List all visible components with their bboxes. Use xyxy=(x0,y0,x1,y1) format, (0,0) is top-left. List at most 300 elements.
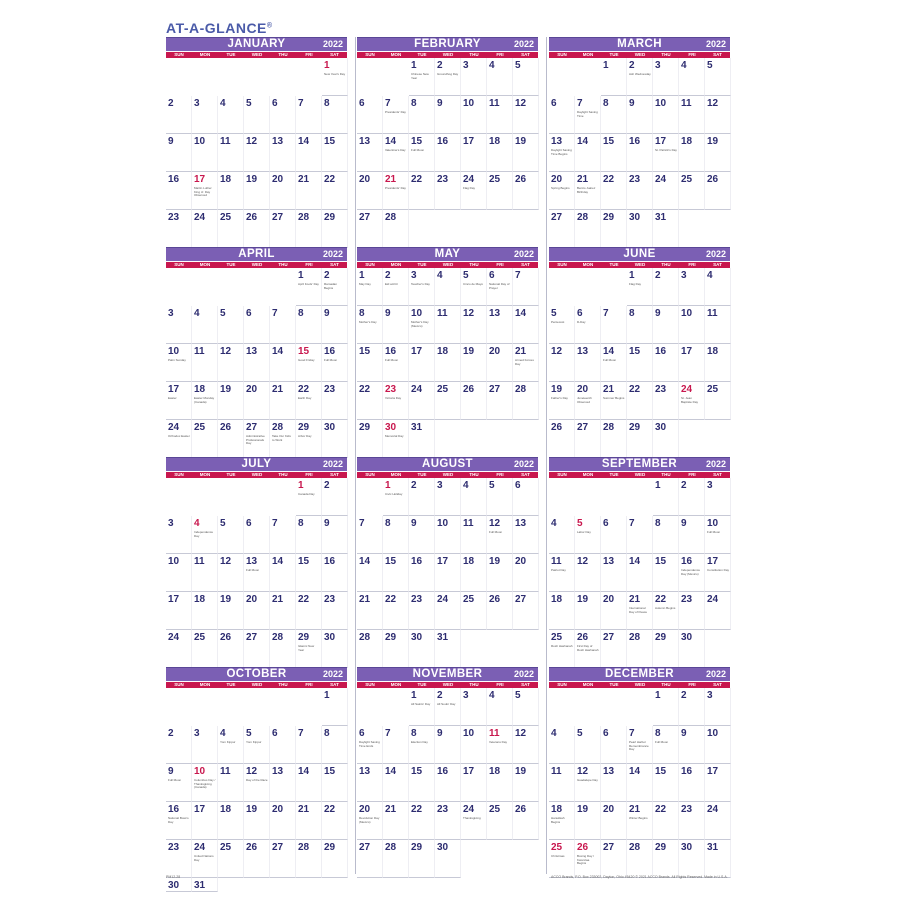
weekday-label: SUN xyxy=(557,52,567,57)
day-cell xyxy=(653,630,679,668)
day-number: 5 xyxy=(577,518,583,529)
day-cell xyxy=(575,592,601,630)
day-number: 8 xyxy=(298,308,304,319)
day-cell xyxy=(653,306,679,344)
day-cell xyxy=(270,306,296,344)
day-cell xyxy=(270,344,296,382)
day-cell xyxy=(575,382,601,420)
day-number: 23 xyxy=(324,594,336,605)
month-year: 2022 xyxy=(513,669,534,679)
day-number: 28 xyxy=(629,632,641,643)
day-number: 30 xyxy=(681,632,693,643)
brand-name: AT-A-GLANCE xyxy=(166,20,267,36)
day-cell xyxy=(575,516,601,554)
day-number: 21 xyxy=(298,804,310,815)
day-number: 11 xyxy=(220,136,231,147)
weekday-label: SAT xyxy=(330,262,339,267)
day-note: Memorial Day xyxy=(385,435,404,438)
day-cell xyxy=(296,554,322,592)
day-number: 15 xyxy=(298,556,310,567)
day-note: National Boss's Day xyxy=(168,817,189,824)
day-cell xyxy=(435,382,461,420)
day-number: 4 xyxy=(707,270,713,281)
brand-logo xyxy=(166,20,273,36)
day-cell xyxy=(575,172,601,210)
day-note: Martin Luther King Jr. Day Observed xyxy=(194,187,212,198)
day-cell xyxy=(166,516,192,554)
day-number: 13 xyxy=(603,556,615,567)
day-number: 1 xyxy=(385,480,391,491)
day-number: 20 xyxy=(603,804,615,815)
day-number: 13 xyxy=(489,308,501,319)
day-cell xyxy=(166,382,192,420)
month-header xyxy=(166,247,347,261)
day-cell xyxy=(549,630,575,668)
day-cell xyxy=(270,592,296,630)
day-cell xyxy=(487,134,513,172)
day-cell xyxy=(487,96,513,134)
day-cell xyxy=(487,58,513,96)
day-cell xyxy=(705,172,731,210)
day-number: 1 xyxy=(298,270,304,281)
weekday-header xyxy=(166,261,347,268)
day-cell xyxy=(513,726,539,764)
day-cell xyxy=(705,764,731,802)
day-number: 14 xyxy=(629,556,641,567)
day-number: 20 xyxy=(489,346,501,357)
day-note: Full Moon xyxy=(385,359,399,362)
day-number: 23 xyxy=(437,804,449,815)
day-cell xyxy=(575,344,601,382)
day-cell xyxy=(513,268,539,306)
day-note: Earth Day xyxy=(298,397,312,400)
day-cell xyxy=(627,344,653,382)
day-cell xyxy=(627,268,653,306)
day-number: 13 xyxy=(515,518,527,529)
day-cell xyxy=(461,516,487,554)
day-number: 14 xyxy=(385,136,397,147)
day-number: 9 xyxy=(681,728,687,739)
day-cell xyxy=(166,554,192,592)
day-number: 22 xyxy=(411,804,423,815)
day-cell xyxy=(322,344,348,382)
day-cell xyxy=(653,210,679,248)
day-number: 8 xyxy=(411,728,417,739)
day-number: 12 xyxy=(220,346,232,357)
day-grid xyxy=(166,268,347,459)
day-cell xyxy=(244,172,270,210)
day-cell xyxy=(409,516,435,554)
weekday-label: MON xyxy=(390,682,402,687)
day-cell xyxy=(383,516,409,554)
day-cell xyxy=(296,764,322,802)
day-number: 5 xyxy=(220,308,226,319)
month-november xyxy=(357,667,538,879)
day-cell xyxy=(435,58,461,96)
day-number: 28 xyxy=(385,842,397,853)
day-cell xyxy=(409,764,435,802)
day-cell xyxy=(487,554,513,592)
day-number: 29 xyxy=(359,422,371,433)
day-cell xyxy=(296,630,322,668)
day-number: 12 xyxy=(220,556,232,567)
day-cell xyxy=(549,764,575,802)
month-year: 2022 xyxy=(322,459,343,469)
day-cell xyxy=(296,306,322,344)
day-cell xyxy=(322,554,348,592)
day-number: 15 xyxy=(655,556,667,567)
day-grid xyxy=(549,478,730,669)
month-name: JUNE xyxy=(623,248,656,260)
day-cell xyxy=(166,420,192,458)
day-number: 20 xyxy=(246,384,258,395)
day-note: Pearl Harbor Remembrance Day xyxy=(629,741,649,752)
day-cell xyxy=(322,516,348,554)
day-cell xyxy=(166,764,192,802)
day-cell xyxy=(513,516,539,554)
day-number: 22 xyxy=(629,384,641,395)
month-name: JANUARY xyxy=(227,38,286,50)
day-number: 17 xyxy=(655,136,667,147)
day-number: 23 xyxy=(629,174,641,185)
day-number: 2 xyxy=(411,480,417,491)
day-number: 3 xyxy=(168,308,174,319)
day-cell xyxy=(627,58,653,96)
day-number: 2 xyxy=(437,690,443,701)
day-number: 3 xyxy=(707,480,713,491)
day-cell xyxy=(192,592,218,630)
day-number: 25 xyxy=(437,384,449,395)
day-note: Election Day xyxy=(411,741,428,744)
day-cell xyxy=(409,58,435,96)
day-number: 1 xyxy=(298,480,304,491)
day-number: 6 xyxy=(246,308,252,319)
weekday-label: SAT xyxy=(330,472,339,477)
day-cell xyxy=(435,172,461,210)
day-number: 16 xyxy=(411,556,423,567)
day-cell xyxy=(383,840,409,878)
day-number: 27 xyxy=(272,212,284,223)
day-number: 29 xyxy=(298,422,310,433)
day-cell xyxy=(549,134,575,172)
day-cell xyxy=(705,134,731,172)
weekday-header xyxy=(549,471,730,478)
day-cell xyxy=(575,726,601,764)
column-divider xyxy=(355,37,356,874)
day-cell xyxy=(270,210,296,248)
month-october xyxy=(166,667,347,891)
day-note: Full Moon xyxy=(489,531,503,534)
day-number: 14 xyxy=(272,556,284,567)
day-cell xyxy=(513,764,539,802)
day-note: Hanukkah Begins xyxy=(551,817,565,824)
day-note: Boxing Day / Kwanzaa Begins xyxy=(577,855,595,866)
day-cell xyxy=(357,306,383,344)
month-year: 2022 xyxy=(513,249,534,259)
day-cell xyxy=(601,96,627,134)
day-cell xyxy=(270,516,296,554)
day-number: 13 xyxy=(272,766,284,777)
day-cell xyxy=(296,172,322,210)
day-number: 10 xyxy=(168,556,180,567)
day-cell xyxy=(705,726,731,764)
day-number: 6 xyxy=(359,98,365,109)
day-number: 25 xyxy=(707,384,719,395)
day-number: 14 xyxy=(272,346,284,357)
day-number: 24 xyxy=(437,594,449,605)
day-cell xyxy=(435,344,461,382)
day-number: 9 xyxy=(168,136,174,147)
day-number: 16 xyxy=(437,766,449,777)
day-number: 13 xyxy=(246,346,258,357)
day-number: 29 xyxy=(603,212,615,223)
day-number: 16 xyxy=(681,766,693,777)
day-cell xyxy=(679,516,705,554)
day-cell xyxy=(296,96,322,134)
day-cell xyxy=(383,630,409,668)
day-number: 26 xyxy=(515,804,527,815)
day-number: 23 xyxy=(655,384,667,395)
day-cell xyxy=(601,134,627,172)
weekday-label: SUN xyxy=(174,262,184,267)
day-cell xyxy=(679,726,705,764)
day-cell xyxy=(357,516,383,554)
day-number: 3 xyxy=(463,690,469,701)
weekday-label: FRI xyxy=(496,52,504,57)
day-cell xyxy=(357,840,383,878)
day-number: 5 xyxy=(515,690,521,701)
day-number: 15 xyxy=(411,766,423,777)
day-note: Arbor Day xyxy=(298,435,312,438)
weekday-header xyxy=(357,261,538,268)
day-cell xyxy=(166,802,192,840)
day-number: 9 xyxy=(437,98,443,109)
day-cell xyxy=(166,630,192,668)
day-number: 9 xyxy=(385,308,391,319)
month-header xyxy=(549,667,730,681)
weekday-label: MON xyxy=(582,472,594,477)
day-cell xyxy=(705,382,731,420)
day-number: 7 xyxy=(272,308,278,319)
day-cell xyxy=(549,802,575,840)
day-number: 12 xyxy=(515,98,527,109)
day-cell xyxy=(166,840,192,878)
day-cell xyxy=(575,96,601,134)
weekday-label: WED xyxy=(634,682,646,687)
month-december xyxy=(549,667,730,879)
day-cell xyxy=(705,96,731,134)
day-cell xyxy=(705,516,731,554)
day-number: 10 xyxy=(194,136,206,147)
day-number: 17 xyxy=(168,594,180,605)
month-header xyxy=(166,457,347,471)
day-cell xyxy=(357,210,383,248)
day-cell xyxy=(487,516,513,554)
day-cell xyxy=(218,210,244,248)
day-cell xyxy=(627,420,653,458)
day-number: 17 xyxy=(411,346,423,357)
day-cell xyxy=(601,172,627,210)
day-number: 19 xyxy=(463,346,475,357)
day-cell xyxy=(461,58,487,96)
day-cell xyxy=(513,306,539,344)
day-cell xyxy=(409,630,435,668)
day-number: 19 xyxy=(515,136,527,147)
day-cell xyxy=(192,96,218,134)
day-cell xyxy=(409,688,435,726)
weekday-label: FRI xyxy=(305,682,313,687)
day-cell xyxy=(549,172,575,210)
day-cell xyxy=(270,134,296,172)
month-name: JULY xyxy=(241,458,272,470)
day-note: May Day xyxy=(359,283,371,286)
day-cell xyxy=(487,268,513,306)
day-number: 14 xyxy=(298,136,310,147)
day-number: 26 xyxy=(551,422,563,433)
day-number: 13 xyxy=(603,766,615,777)
day-number: 7 xyxy=(629,518,635,529)
day-number: 11 xyxy=(220,766,231,777)
day-number: 10 xyxy=(707,518,719,529)
day-cell xyxy=(357,764,383,802)
day-cell xyxy=(322,478,348,516)
day-cell xyxy=(679,382,705,420)
day-number: 6 xyxy=(246,518,252,529)
day-number: 18 xyxy=(220,804,232,815)
day-number: 17 xyxy=(463,136,475,147)
day-cell xyxy=(270,554,296,592)
day-number: 19 xyxy=(220,594,232,605)
month-header xyxy=(166,667,347,681)
day-number: 20 xyxy=(515,556,527,567)
day-note: Juneteenth Observed xyxy=(577,397,592,404)
day-cell xyxy=(296,344,322,382)
day-number: 21 xyxy=(577,174,589,185)
day-number: 26 xyxy=(220,632,232,643)
day-number: 13 xyxy=(551,136,563,147)
day-note: Full Moon xyxy=(707,531,721,534)
day-number: 9 xyxy=(324,518,330,529)
day-number: 16 xyxy=(324,346,336,357)
day-cell xyxy=(383,172,409,210)
day-number: 11 xyxy=(463,518,474,529)
day-number: 24 xyxy=(168,422,180,433)
day-number: 15 xyxy=(629,346,641,357)
day-cell xyxy=(705,306,731,344)
day-number: 7 xyxy=(298,728,304,739)
day-number: 3 xyxy=(194,728,200,739)
day-number: 15 xyxy=(298,346,310,357)
day-cell xyxy=(601,420,627,458)
day-cell xyxy=(653,96,679,134)
day-number: 24 xyxy=(463,804,475,815)
day-number: 7 xyxy=(385,728,391,739)
day-cell xyxy=(244,516,270,554)
day-number: 18 xyxy=(551,804,563,815)
day-cell xyxy=(244,96,270,134)
day-note: Independence Day (Mexico) xyxy=(681,569,701,576)
day-note: Valentine's Day xyxy=(385,149,406,152)
day-number: 1 xyxy=(359,270,365,281)
day-number: 19 xyxy=(246,174,258,185)
day-cell xyxy=(601,840,627,878)
day-cell xyxy=(513,688,539,726)
day-cell xyxy=(357,802,383,840)
day-note: Columbus Day / Thanksgiving (Canada) xyxy=(194,779,216,790)
day-cell xyxy=(244,306,270,344)
day-cell xyxy=(322,382,348,420)
day-cell xyxy=(679,630,705,668)
day-cell xyxy=(218,802,244,840)
day-cell xyxy=(322,210,348,248)
day-number: 25 xyxy=(220,212,232,223)
footer-publisher: ACCO Brands, P.O. Box 233002, Dayton, Ohio 45420 © 2021 ACCO Brands. All Rights Reserved. Made in U.S.A. xyxy=(551,875,728,879)
day-cell xyxy=(705,688,731,726)
day-note: All Souls' Day xyxy=(437,703,456,706)
day-number: 2 xyxy=(168,98,174,109)
day-cell xyxy=(627,726,653,764)
day-number: 1 xyxy=(411,60,417,71)
day-number: 22 xyxy=(359,384,371,395)
day-cell xyxy=(218,840,244,878)
day-number: 21 xyxy=(272,384,284,395)
day-cell xyxy=(513,592,539,630)
day-note: Orthodox Easter xyxy=(168,435,190,438)
day-cell xyxy=(218,382,244,420)
day-note: Presidents' Day xyxy=(385,111,406,114)
day-cell xyxy=(383,268,409,306)
day-number: 17 xyxy=(194,804,206,815)
day-note: Mother's Day xyxy=(359,321,377,324)
day-cell xyxy=(549,726,575,764)
weekday-label: SAT xyxy=(713,52,722,57)
day-number: 11 xyxy=(551,766,562,777)
month-name: MAY xyxy=(434,248,461,260)
weekday-label: WED xyxy=(251,262,263,267)
day-number: 5 xyxy=(463,270,469,281)
day-cell xyxy=(383,96,409,134)
day-number: 18 xyxy=(463,556,475,567)
day-cell xyxy=(270,726,296,764)
day-number: 14 xyxy=(385,766,397,777)
day-cell xyxy=(653,688,679,726)
day-number: 22 xyxy=(298,594,310,605)
day-number: 31 xyxy=(194,880,206,891)
weekday-label: FRI xyxy=(305,262,313,267)
day-number: 11 xyxy=(194,346,205,357)
day-cell xyxy=(461,554,487,592)
day-cell xyxy=(244,210,270,248)
day-cell xyxy=(192,726,218,764)
day-note: Rosh Hashanah xyxy=(551,645,573,648)
day-cell xyxy=(653,840,679,878)
month-february xyxy=(357,37,538,249)
weekday-label: WED xyxy=(251,682,263,687)
day-cell xyxy=(296,802,322,840)
day-cell xyxy=(653,420,679,458)
day-cell xyxy=(549,306,575,344)
day-cell xyxy=(409,420,435,458)
day-number: 15 xyxy=(655,766,667,777)
day-note: Easter Monday (Canada) xyxy=(194,397,215,404)
day-cell xyxy=(270,802,296,840)
day-cell xyxy=(513,802,539,840)
day-number: 31 xyxy=(655,212,667,223)
day-number: 7 xyxy=(272,518,278,529)
day-number: 10 xyxy=(437,518,449,529)
weekday-label: TUE xyxy=(226,472,236,477)
day-number: 5 xyxy=(489,480,495,491)
